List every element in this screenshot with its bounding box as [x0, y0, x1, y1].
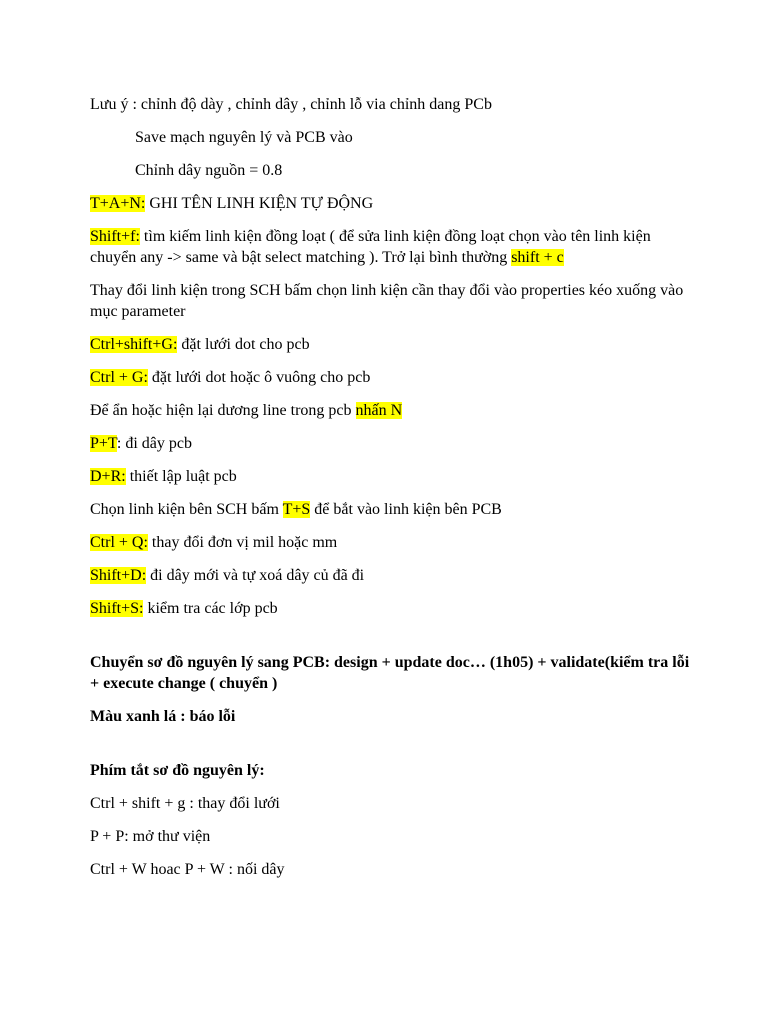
document-page — [90, 94, 690, 892]
note-text: Lưu ý : chỉnh độ dày , chỉnh dây , chỉnh lỗ via chỉnh dang PCb — [90, 96, 492, 113]
shortcut-description: tìm kiếm linh kiện đồng loạt ( để sửa linh kiện đồng loạt chọn vào tên linh kiện chuyển any -> same và bật select matching ). Trở lại bình thường — [90, 228, 651, 266]
note-line — [90, 94, 690, 115]
shortcut-description: Chọn linh kiện bên SCH bấm — [90, 501, 283, 518]
search-parts-line — [90, 226, 690, 268]
sch-wire-line — [90, 859, 690, 880]
shortcut-description: đặt lưới dot hoặc ô vuông cho pcb — [147, 369, 371, 386]
shortcut-key-highlight: Ctrl + Q: — [90, 534, 148, 551]
green-error-line — [90, 706, 690, 727]
sch-wire-text: Ctrl + W hoac P + W : nối dây — [90, 861, 285, 878]
shortcut-key-highlight: D+R: — [90, 468, 126, 485]
cross-select-line — [90, 499, 690, 520]
shortcut-description: để bắt vào linh kiện bên PCB — [310, 501, 502, 518]
shortcut-description: kiểm tra các lớp pcb — [143, 600, 278, 617]
shortcut-description: GHI TÊN LINH KIỆN TỰ ĐỘNG — [145, 195, 374, 212]
save-text: Save mạch nguyên lý và PCB vào — [135, 129, 353, 146]
sch-heading-text: Phím tắt sơ đồ nguyên lý: — [90, 762, 265, 779]
reroute-line — [90, 565, 690, 586]
save-line — [90, 127, 690, 148]
rules-line — [90, 466, 690, 487]
change-part-line — [90, 280, 690, 322]
hide-line-line — [90, 400, 690, 421]
change-part-text: Thay đổi linh kiện trong SCH bấm chọn linh kiện cần thay đổi vào properties kéo xuống vào mục parameter — [90, 282, 684, 320]
power-wire-text: Chỉnh dây nguồn = 0.8 — [135, 162, 283, 179]
layers-line — [90, 598, 690, 619]
dot-grid-line — [90, 334, 690, 355]
power-wire-line — [90, 160, 690, 181]
sch-library-text: P + P: mở thư viện — [90, 828, 211, 845]
sch-heading — [90, 760, 690, 781]
transfer-text: Chuyển sơ đồ nguyên lý sang PCB: design + update doc… (1h05) + validate(kiểm tra lỗi + execute change ( chuyển ) — [90, 654, 690, 692]
units-line — [90, 532, 690, 553]
shortcut-key-highlight: shift + c — [511, 249, 564, 266]
transfer-line — [90, 652, 690, 694]
shortcut-description: Để ẩn hoặc hiện lại dương line trong pcb — [90, 402, 356, 419]
shortcut-description: đi dây mới và tự xoá dây củ đã đi — [146, 567, 365, 584]
shortcut-key-highlight: Ctrl+shift+G: — [90, 336, 178, 353]
shortcut-key-highlight: Shift+D: — [90, 567, 147, 584]
auto-name-line — [90, 193, 690, 214]
shortcut-key-highlight: Ctrl + G: — [90, 369, 148, 386]
shortcut-key-highlight: Shift+S: — [90, 600, 144, 617]
blank-line — [90, 631, 690, 652]
blank-line — [90, 739, 690, 760]
shortcut-description: thiết lập luật pcb — [125, 468, 237, 485]
shortcut-key-highlight: Shift+f: — [90, 228, 140, 245]
shortcut-key-highlight: T+S — [282, 501, 311, 518]
shortcut-key-highlight: P+T — [90, 435, 117, 452]
shortcut-key-highlight: nhấn N — [355, 402, 403, 419]
route-line — [90, 433, 690, 454]
shortcut-description: đặt lưới dot cho pcb — [177, 336, 310, 353]
sch-library-line — [90, 826, 690, 847]
shortcut-description: thay đổi đơn vị mil hoặc mm — [147, 534, 338, 551]
shortcut-description: : đi dây pcb — [116, 435, 192, 452]
green-error-text: Màu xanh lá : báo lỗi — [90, 708, 236, 725]
sch-grid-line — [90, 793, 690, 814]
sch-grid-text: Ctrl + shift + g : thay đổi lưới — [90, 795, 280, 812]
grid-line — [90, 367, 690, 388]
shortcut-key-highlight: T+A+N: — [90, 195, 146, 212]
